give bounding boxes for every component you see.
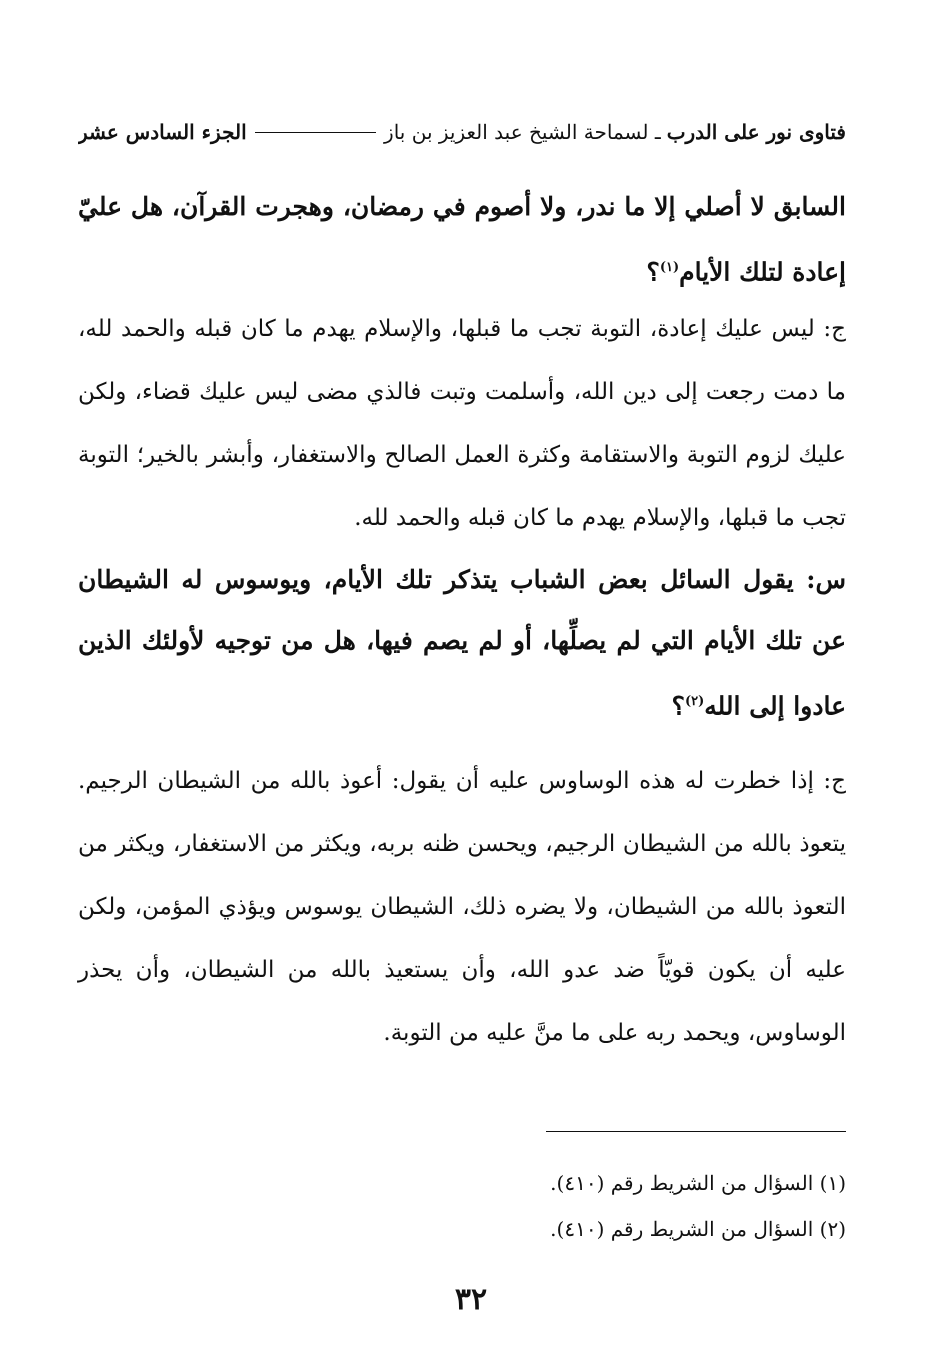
question-1-mark: ؟ [646,257,660,287]
answer-1-text: ج: ليس عليك إعادة، التوبة تجب ما قبلها، والإسلام يهدم ما كان قبله والحمد لله، ما دمت رجعت إلى دين الله، وأسلمت وتبت فالذي مضى ليس عليك قضاء، ولكن عليك لزوم التوبة والاستقامة وكثرة العمل الصالح والاستغفار، وأبشر بالخير؛ التوبة تجب ما قبلها، والإسلام يهدم ما كان قبله والحمد لله. [78,316,846,531]
footnote-ref-1: (١) [659,260,680,275]
page-number: ٣٢ [454,1282,488,1317]
footnote-separator [546,1131,846,1132]
answer-1 [78,298,846,550]
footnotes [420,1160,846,1252]
footnote-1: (١) السؤال من الشريط رقم (٤١٠). [550,1171,846,1195]
answer-2 [78,750,846,1065]
question-1-text: السابق لا أصلي إلا ما ندر، ولا أصوم في رمضان، وهجرت القرآن، هل عليّ إعادة لتلك الأيام [78,192,846,287]
question-2-text: س: يقول السائل بعض الشباب يتذكر تلك الأيام، ويوسوس له الشيطان عن تلك الأيام التي لم يصلِّها، أو لم يصم فيها، هل من توجيه لأولئك الذين عادوا إلى الله [78,565,846,721]
running-header [78,114,846,150]
footnote-2: (٢) السؤال من الشريط رقم (٤١٠). [550,1217,846,1241]
question-2 [78,549,846,736]
header-rule [255,132,376,133]
author-name: ـ لسماحة الشيخ عبد العزيز بن باز [384,120,661,144]
footnote-ref-2: (٢) [684,694,705,709]
answer-2-text: ج: إذا خطرت له هذه الوساوس عليه أن يقول: أعوذ بالله من الشيطان الرجيم. يتعوذ بالله من الشيطان الرجيم، ويحسن ظنه بربه، ويكثر من الاستغفار، ويكثر من التعوذ بالله من الشيطان، ولا يضره ذلك، الشيطان يوسوس ويؤذي المؤمن، ولكن عليه أن يكون قويّاً ضد عدو الله، وأن يستعيذ بالله من الشيطان، وأن يحذر الوساوس، ويحمد ربه على ما منَّ عليه من التوبة. [78,768,846,1046]
part-number: الجزء السادس عشر [78,120,247,144]
question-2-mark: ؟ [671,691,685,721]
book-title: فتاوى نور على الدرب [666,120,846,144]
question-1 [78,176,846,302]
